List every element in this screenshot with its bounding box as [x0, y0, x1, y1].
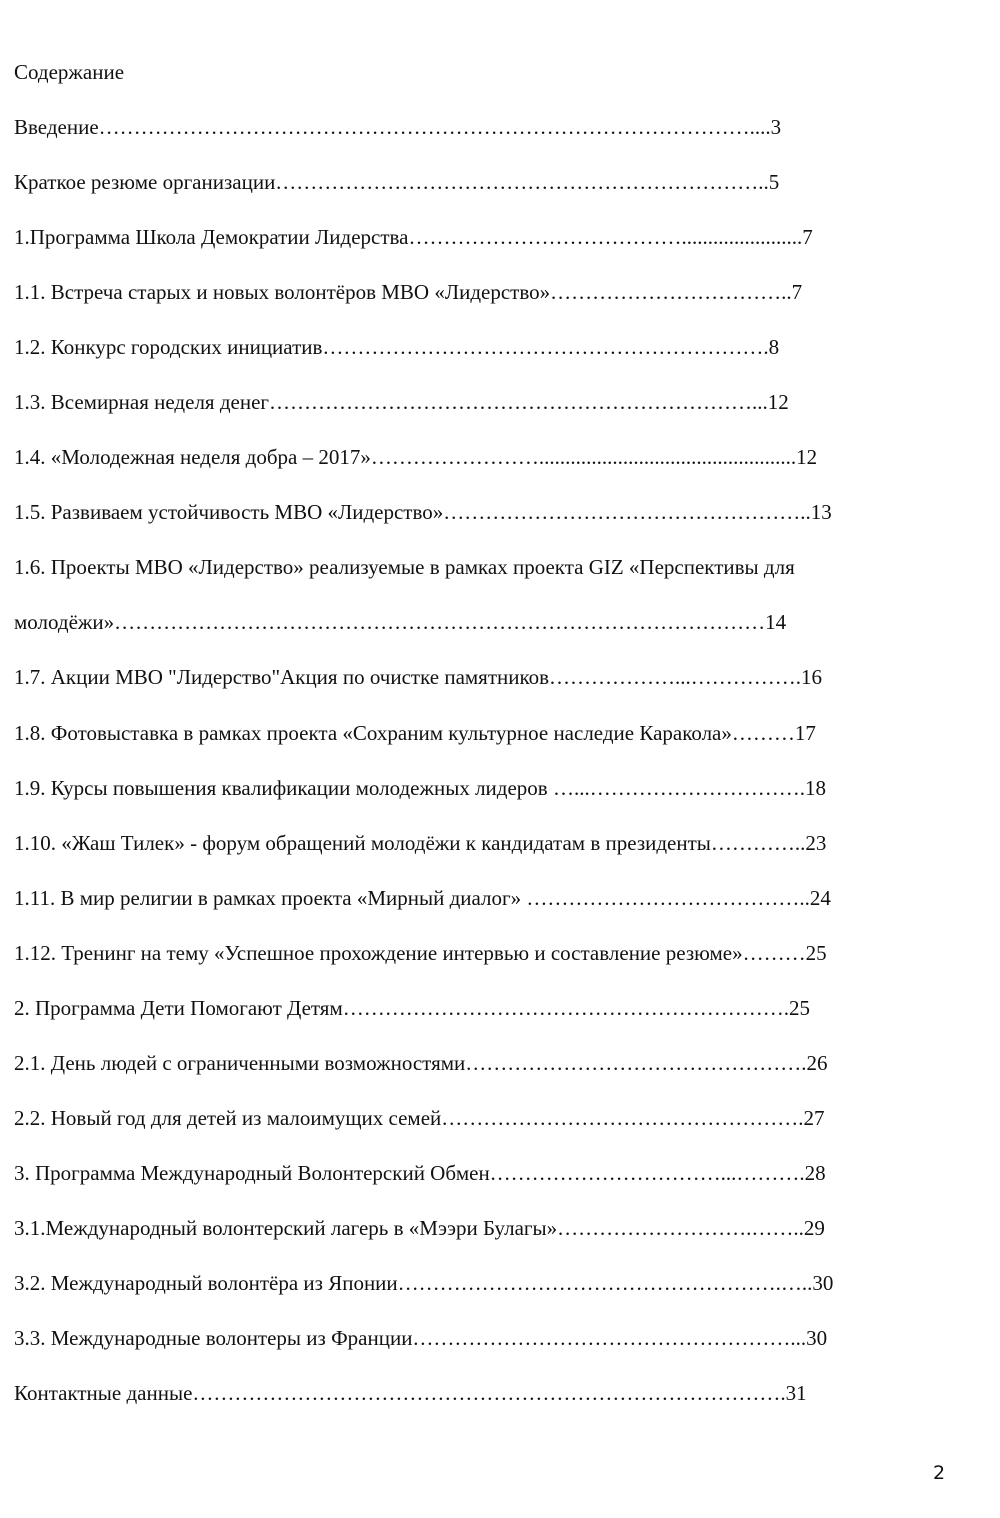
toc-entry: 1.Программа Школа Демократии Лидерства………………………………….......................7 — [14, 225, 813, 250]
toc-title: Содержание — [14, 60, 125, 84]
toc-entry: 2.2. Новый год для детей из малоимущих семей…………………………………………….27 — [14, 1105, 825, 1130]
page-number: 2 — [933, 1462, 946, 1484]
toc-entry: Контактные данные………………………………………………………………………….31 — [14, 1381, 807, 1406]
toc-entry: 1.9. Курсы повышения квалификации молодежных лидеров …...………………………….18 — [14, 775, 826, 800]
toc-entry: 1.8. Фотовыставка в рамках проекта «Сохраним культурное наследие Каракола»………17 — [14, 720, 816, 745]
toc-entry: 3.2. Международный волонтёра из Японии……………………………………………….…..30 — [14, 1270, 834, 1295]
toc-entry: 1.4. «Молодежная неделя добра – 2017»…………………….................................................12 — [14, 445, 818, 470]
toc-entry: 3.3. Международные волонтеры из Франции………………………………………………...30 — [14, 1326, 828, 1351]
toc-entry: 1.3. Всемирная неделя денег……………………………………………………………...12 — [14, 390, 789, 415]
toc-list — [14, 113, 833, 1434]
toc-entry: 1.2. Конкурс городских инициатив……………………………………………………….8 — [14, 335, 780, 360]
toc-entry: Краткое резюме организации……………………………………………………………..5 — [14, 170, 780, 195]
toc-entry: молодёжи»…………………………………………………………………………………14 — [14, 610, 787, 635]
toc-entry: 2.1. День людей с ограниченными возможностями………………………………………….26 — [14, 1050, 828, 1075]
toc-entry: 1.12. Тренинг на тему «Успешное прохождение интервью и составление резюме»………25 — [14, 940, 827, 965]
toc-entry: 2. Программа Дети Помогают Детям……………………………………………………….25 — [14, 995, 811, 1020]
toc-entry: 1.11. В мир религии в рамках проекта «Мирный диалог» …………………………………..24 — [14, 885, 831, 910]
toc-entry: 3.1.Международный волонтерский лагерь в «Мээри Булагы»……………………….……..29 — [14, 1215, 825, 1240]
toc-entry: 3. Программа Международный Волонтерский Обмен……………………………...……….28 — [14, 1160, 826, 1185]
toc-entry: 1.5. Развиваем устойчивость МВО «Лидерство»……………………………………………..13 — [14, 500, 832, 525]
toc-entry: 1.6. Проекты МВО «Лидерство» реализуемые в рамках проекта GIZ «Перспективы для — [14, 555, 795, 580]
toc-entry: 1.7. Акции МВО "Лидерство"Акция по очистке памятников………………...…………….16 — [14, 665, 823, 690]
toc-entry: 1.10. «Жаш Тилек» - форум обращений молодёжи к кандидатам в президенты…………..23 — [14, 830, 827, 855]
toc-entry: Введение…………………………………………………………………………………....3 — [14, 115, 782, 139]
toc-entry: 1.1. Встреча старых и новых волонтёров МВО «Лидерство»……………………………..7 — [14, 280, 803, 305]
